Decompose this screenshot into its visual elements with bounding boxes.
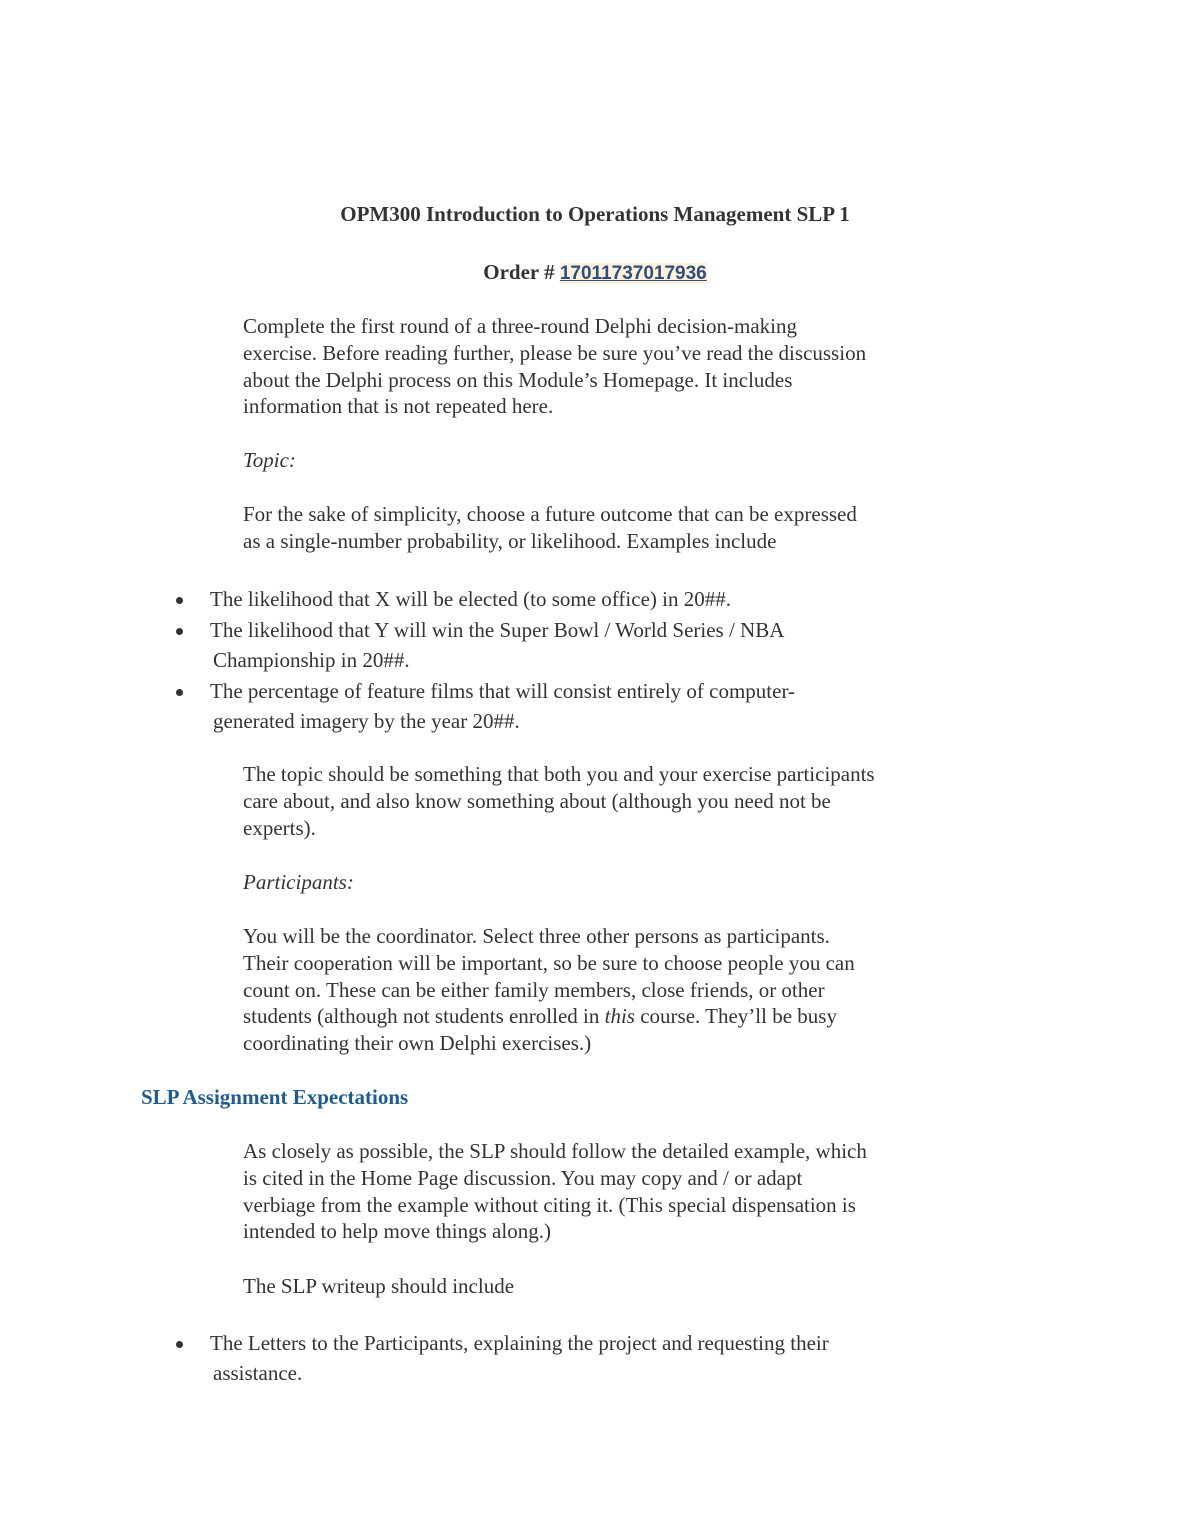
participants-line: course. They’ll be busy [634,1004,837,1029]
order-line [0,259,1190,287]
list-item-text: The likelihood that X will be elected (to some office) in 20##. [210,587,731,611]
list-item [174,1328,934,1388]
intro-line: Complete the first round of a three-round Delphi decision-making [243,314,798,338]
document-title-text: OPM300 Introduction to Operations Management SLP 1 [340,202,850,226]
bullet-icon [176,1341,183,1348]
topic-paragraph [243,501,963,555]
topic-line: For the sake of simplicity, choose a future outcome that can be expressed [243,502,857,526]
bullet-icon [176,628,183,635]
slp-includes-list [174,1328,934,1389]
list-item [174,615,934,675]
slp-line: As closely as possible, the SLP should follow the detailed example, which [243,1139,867,1163]
intro-line: information that is not repeated here. [243,394,554,419]
list-item-text-continued: Championship in 20##. [213,648,410,672]
participants-heading: Participants: [243,870,354,894]
participants-line: Their cooperation will be important, so be sure to choose people you can [243,950,855,975]
document-title [0,201,1190,227]
list-item-text: The Letters to the Participants, explaining the project and requesting their [210,1331,829,1355]
intro-line: exercise. Before reading further, please be sure you’ve read the discussion [243,340,867,365]
participants-paragraph [243,923,963,1057]
bullet-icon [176,689,183,696]
topic-line: as a single-number probability, or likelihood. Examples include [243,528,777,553]
slp-line: is cited in the Home Page discussion. You may copy and / or adapt [243,1165,803,1190]
list-item-text: The likelihood that Y will win the Super Bowl / World Series / NBA [210,618,785,642]
bullet-icon [176,597,183,604]
list-item-text-continued: assistance. [213,1361,303,1385]
slp-expectations-heading: SLP Assignment Expectations [141,1085,409,1109]
intro-line: about the Delphi process on this Module’s Homepage. It includes [243,367,793,392]
participants-line: You will be the coordinator. Select three other persons as participants. [243,924,830,948]
topic-closing-line: The topic should be something that both you and your exercise participants [243,762,875,786]
slp-line: intended to help move things along.) [243,1219,551,1244]
order-number-link[interactable]: 17011737017936 [559,263,707,284]
order-label: Order # [483,260,560,284]
list-item [174,584,934,614]
topic-closing-paragraph [243,761,963,841]
list-item-text: The percentage of feature films that will consist entirely of computer- [210,679,796,703]
list-item-text-continued: generated imagery by the year 20##. [213,709,520,733]
slp-include-intro: The SLP writeup should include [243,1274,515,1298]
participants-emphasis: this [604,1004,635,1029]
slp-paragraph [243,1138,963,1245]
intro-paragraph [243,313,963,420]
participants-line: coordinating their own Delphi exercises.) [243,1031,592,1056]
topic-closing-line: care about, and also know something about (although you need not be [243,788,831,813]
topic-closing-line: experts). [243,815,316,840]
participants-line: students (although not students enrolled in [243,1004,605,1029]
list-item [174,676,934,736]
slp-line: verbiage from the example without citing it. (This special dispensation is [243,1192,856,1217]
participants-line: count on. These can be either family members, close friends, or other [243,977,825,1002]
topic-examples-list [174,584,934,737]
topic-heading: Topic: [243,448,296,472]
